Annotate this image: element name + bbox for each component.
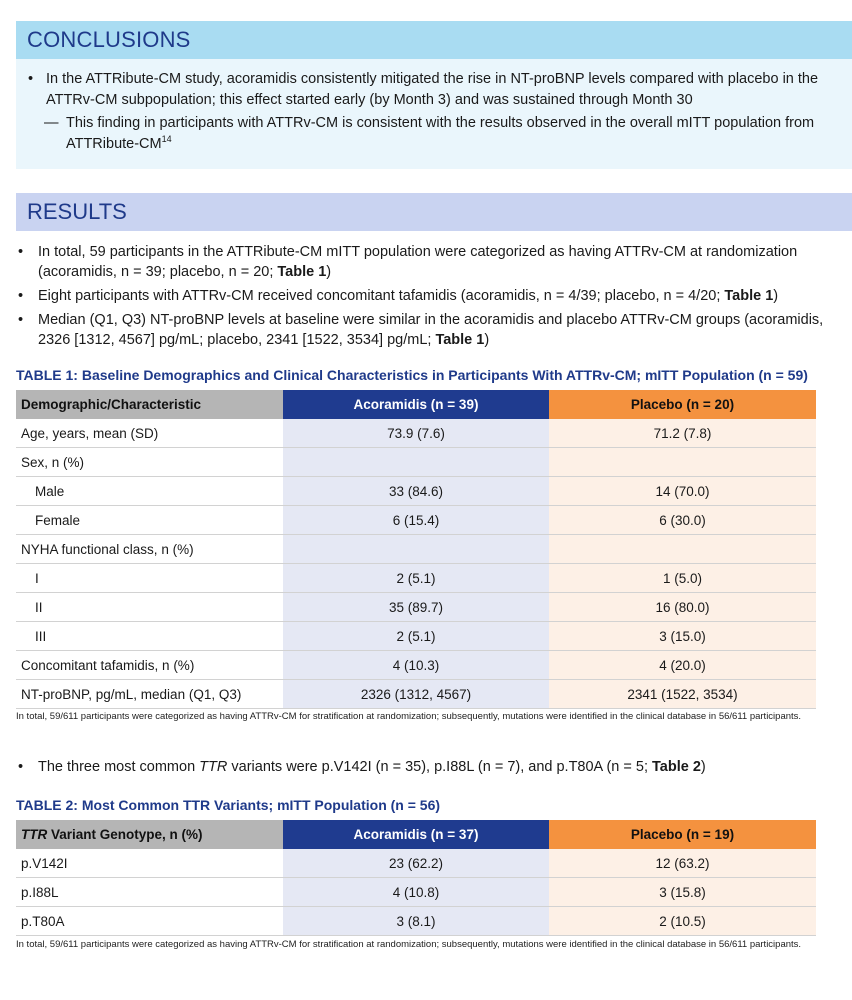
placebo-cell: 14 (70.0) [549, 477, 816, 506]
table-row [16, 448, 816, 477]
table2-header-row [16, 820, 816, 849]
table-row [16, 564, 816, 593]
table1-header-row [16, 390, 816, 419]
table-row [16, 419, 816, 448]
acoramidis-cell [283, 535, 549, 564]
placebo-cell: 3 (15.8) [549, 878, 816, 907]
table-row [16, 907, 816, 936]
table-reference: Table 1 [277, 264, 327, 280]
placebo-cell: 12 (63.2) [549, 849, 816, 878]
acoramidis-cell: 4 (10.8) [283, 878, 549, 907]
results-header [16, 193, 852, 231]
reference-superscript: 14 [161, 134, 172, 145]
bullet-text: Median (Q1, Q3) NT-proBNP levels at baseline were similar in the acoramidis and placebo ATTRv-CM groups (acoramidis, 2326 [1312, 4567] pg/mL; placebo, 2341 [1522, 3534] pg/mL; [38, 312, 824, 348]
placebo-cell: 3 (15.0) [549, 622, 816, 651]
acoramidis-cell: 73.9 (7.6) [283, 419, 549, 448]
conclusions-header [16, 21, 852, 59]
row-label: Age, years, mean (SD) [16, 419, 283, 448]
acoramidis-cell: 6 (15.4) [283, 506, 549, 535]
acoramidis-cell: 4 (10.3) [283, 651, 549, 680]
dash-marker: — [44, 115, 59, 131]
table-row [16, 878, 816, 907]
row-label: NYHA functional class, n (%) [16, 535, 283, 564]
results-bullet: • Median (Q1, Q3) NT-proBNP levels at baseline were similar in the acoramidis and placebo ATTRv-CM groups (acoramidis, 2326 [1312, 4567] pg/mL; placebo, 2341 [1522, 3534] pg/mL; Table 1) [18, 312, 824, 348]
sub-bullet-text: This finding in participants with ATTRv-CM is consistent with the results observed in the overall mITT population from ATTRibute-CM [66, 115, 815, 152]
placebo-cell: 1 (5.0) [549, 564, 816, 593]
column-header-acoramidis: Acoramidis (n = 39) [283, 390, 549, 419]
conclusions-bullet [28, 69, 828, 111]
bullet-marker: • [28, 71, 34, 87]
bullet-text: Eight participants with ATTRv-CM received concomitant tafamidis (acoramidis, n = 4/39; placebo, n = 4/20; [38, 288, 725, 304]
table-row [16, 680, 816, 709]
conclusions-sub-bullet [44, 113, 824, 155]
results-bullets [18, 242, 838, 354]
placebo-cell: 71.2 (7.8) [549, 419, 816, 448]
bullet-marker: • [18, 312, 24, 328]
acoramidis-cell: 2326 (1312, 4567) [283, 680, 549, 709]
conclusions-sub-bullet-text [66, 113, 824, 155]
variants-bullet: • The three most common TTR variants were p.V142I (n = 35), p.I88L (n = 7), and p.T80A (n = 5; Table 2) [18, 759, 706, 775]
results-bullet: • In total, 59 participants in the ATTRibute-CM mITT population were categorized as having ATTRv-CM at randomization (acoramidis, n = 39; placebo, n = 20; Table 1) [18, 244, 798, 280]
row-label: p.V142I [16, 849, 283, 878]
row-label: II [16, 593, 283, 622]
row-label: Sex, n (%) [16, 448, 283, 477]
row-label: III [16, 622, 283, 651]
placebo-cell: 6 (30.0) [549, 506, 816, 535]
placebo-cell [549, 535, 816, 564]
placebo-cell: 2341 (1522, 3534) [549, 680, 816, 709]
acoramidis-cell [283, 448, 549, 477]
acoramidis-cell: 23 (62.2) [283, 849, 549, 878]
acoramidis-cell: 33 (84.6) [283, 477, 549, 506]
column-header-placebo: Placebo (n = 20) [549, 390, 816, 419]
bullet-marker: • [18, 759, 24, 775]
acoramidis-cell: 3 (8.1) [283, 907, 549, 936]
conclusions-bullet-text: In the ATTRibute-CM study, acoramidis consistently mitigated the rise in NT-proBNP levels compared with placebo in the ATTRv-CM subpopulation; this effect started early (by Month 3) and was sustained through Month 30 [46, 71, 819, 108]
table2-footnote: In total, 59/611 participants were categorized as having ATTRv-CM for stratification at randomization; subsequently, mutations were identified in the clinical database in 56/611 participants. [16, 939, 802, 950]
placebo-cell: 16 (80.0) [549, 593, 816, 622]
results-title: RESULTS [27, 199, 127, 224]
table-reference: Table 1 [724, 288, 774, 304]
table2 [16, 820, 816, 936]
column-header-acoramidis: Acoramidis (n = 37) [283, 820, 549, 849]
results-bullet: • Eight participants with ATTRv-CM received concomitant tafamidis (acoramidis, n = 4/39; placebo, n = 4/20; Table 1) [18, 288, 779, 304]
placebo-cell: 4 (20.0) [549, 651, 816, 680]
row-label: I [16, 564, 283, 593]
table-row [16, 535, 816, 564]
column-header: TTR Variant Genotype, n (%) [16, 820, 283, 849]
row-label: p.I88L [16, 878, 283, 907]
column-header: Demographic/Characteristic [16, 390, 283, 419]
acoramidis-cell: 2 (5.1) [283, 564, 549, 593]
table-row [16, 477, 816, 506]
acoramidis-cell: 2 (5.1) [283, 622, 549, 651]
column-header-placebo: Placebo (n = 19) [549, 820, 816, 849]
bullet-text: In total, 59 participants in the ATTRibute-CM mITT population were categorized as having ATTRv-CM at randomization (acoramidis, n = 39; placebo, n = 20; [38, 244, 798, 280]
row-label: Concomitant tafamidis, n (%) [16, 651, 283, 680]
table-reference: Table 2 [652, 759, 701, 775]
row-label: p.T80A [16, 907, 283, 936]
row-label: Female [16, 506, 283, 535]
table2-caption: TABLE 2: Most Common TTR Variants; mITT Population (n = 56) [16, 797, 441, 813]
table-row [16, 651, 816, 680]
table-row [16, 622, 816, 651]
table-row [16, 849, 816, 878]
bullet-marker: • [18, 288, 24, 304]
conclusions-title: CONCLUSIONS [27, 27, 191, 52]
row-label: Male [16, 477, 283, 506]
table1-caption: TABLE 1: Baseline Demographics and Clinical Characteristics in Participants With ATTRv-CM; mITT Population (n = 59) [16, 367, 808, 383]
table-row [16, 506, 816, 535]
acoramidis-cell: 35 (89.7) [283, 593, 549, 622]
placebo-cell: 2 (10.5) [549, 907, 816, 936]
placebo-cell [549, 448, 816, 477]
row-label: NT-proBNP, pg/mL, median (Q1, Q3) [16, 680, 283, 709]
table1 [16, 390, 816, 709]
bullet-marker: • [18, 244, 24, 260]
table-row [16, 593, 816, 622]
table1-footnote: In total, 59/611 participants were categorized as having ATTRv-CM for stratification at randomization; subsequently, mutations were identified in the clinical database in 56/611 participants. [16, 711, 802, 722]
table-reference: Table 1 [435, 332, 485, 348]
conclusions-body [16, 59, 852, 169]
